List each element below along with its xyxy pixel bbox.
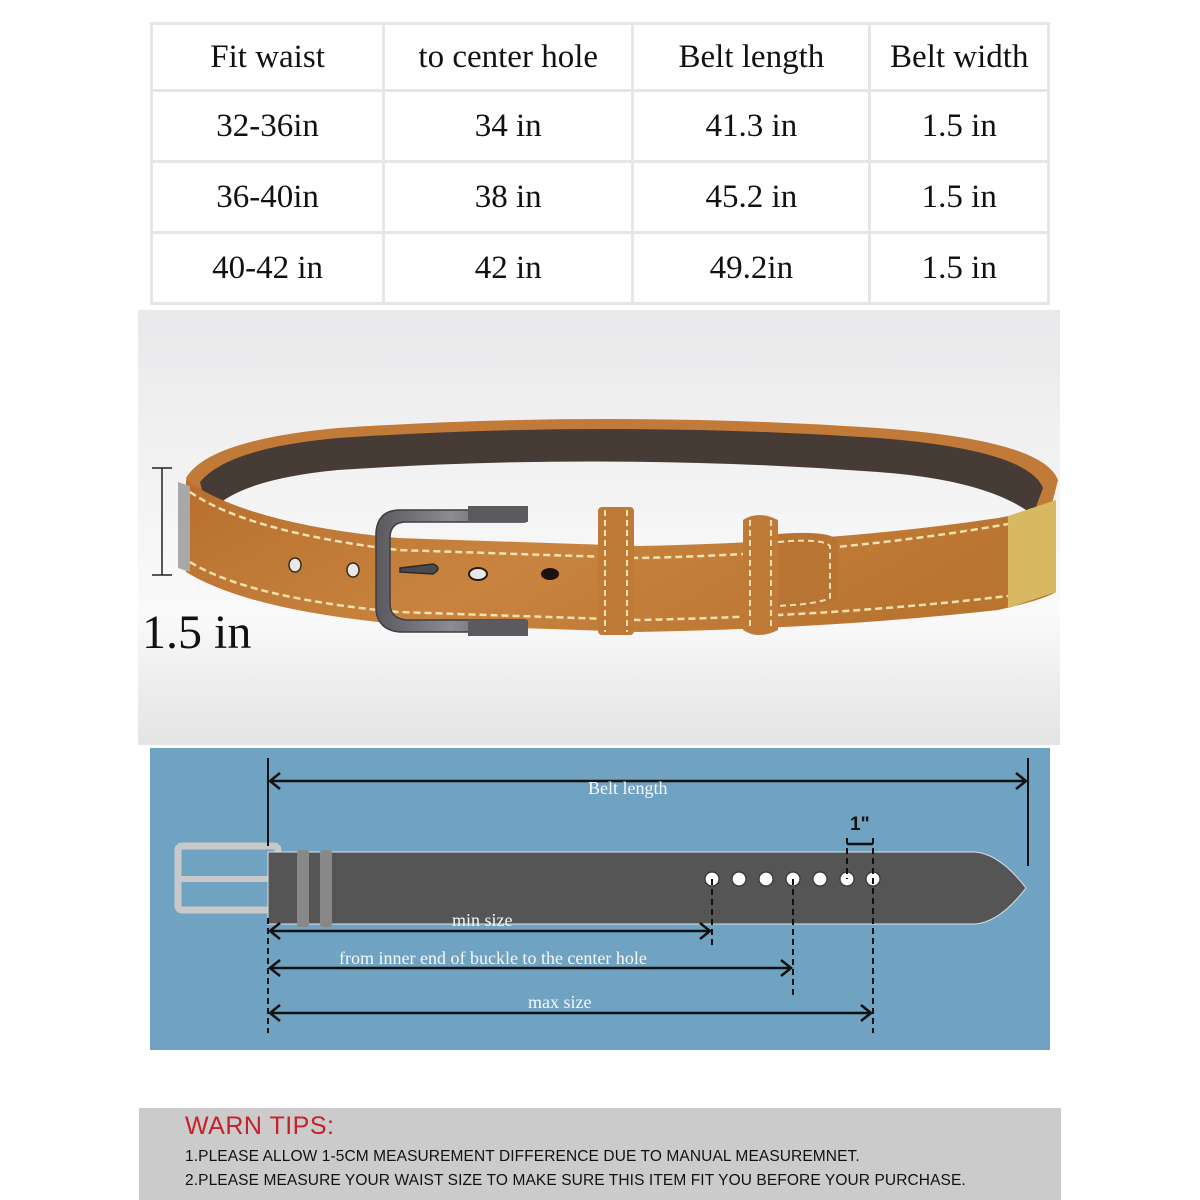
cell-belt-length: 49.2in — [633, 233, 870, 304]
cell-belt-width: 1.5 in — [870, 91, 1049, 162]
cell-belt-length: 41.3 in — [633, 91, 870, 162]
cell-fit-waist: 40-42 in — [152, 233, 384, 304]
cell-to-center-hole: 34 in — [384, 91, 633, 162]
belt-strap-shape — [268, 852, 1026, 924]
warn-tip-2: 2.PLEASE MEASURE YOUR WAIST SIZE TO MAKE SURE THIS ITEM FIT YOU BEFORE YOUR PURCHASE. — [185, 1172, 966, 1189]
table-row — [152, 162, 1049, 233]
table-row — [152, 91, 1049, 162]
measurement-diagram — [150, 748, 1050, 1050]
header-to-center-hole: to center hole — [384, 24, 633, 91]
belt-illustration — [138, 310, 1060, 745]
cell-fit-waist: 32-36in — [152, 91, 384, 162]
header-belt-length: Belt length — [633, 24, 870, 91]
header-belt-width: Belt width — [870, 24, 1049, 91]
center-hole-label: from inner end of buckle to the center hole — [339, 948, 647, 968]
cell-belt-length: 45.2 in — [633, 162, 870, 233]
size-chart-table — [150, 22, 1050, 305]
belt-product-photo — [138, 310, 1060, 745]
warn-tips-title: WARN TIPS: — [185, 1112, 335, 1140]
max-size-label: max size — [528, 992, 592, 1012]
belt-length-label: Belt length — [588, 778, 668, 798]
belt-width-label: 1.5 in — [142, 606, 252, 659]
cell-to-center-hole: 42 in — [384, 233, 633, 304]
cell-to-center-hole: 38 in — [384, 162, 633, 233]
cell-belt-width: 1.5 in — [870, 233, 1049, 304]
cell-fit-waist: 36-40in — [152, 162, 384, 233]
warn-tips-panel — [139, 1108, 1061, 1200]
hole-spacing-label: 1" — [850, 814, 870, 835]
table-header-row — [152, 24, 1049, 91]
min-size-label: min size — [452, 910, 513, 930]
header-fit-waist: Fit waist — [152, 24, 384, 91]
table-row — [152, 233, 1049, 304]
cell-belt-width: 1.5 in — [870, 162, 1049, 233]
warn-tip-1: 1.PLEASE ALLOW 1-5CM MEASUREMENT DIFFERENCE DUE TO MANUAL MEASUREMNET. — [185, 1148, 860, 1165]
